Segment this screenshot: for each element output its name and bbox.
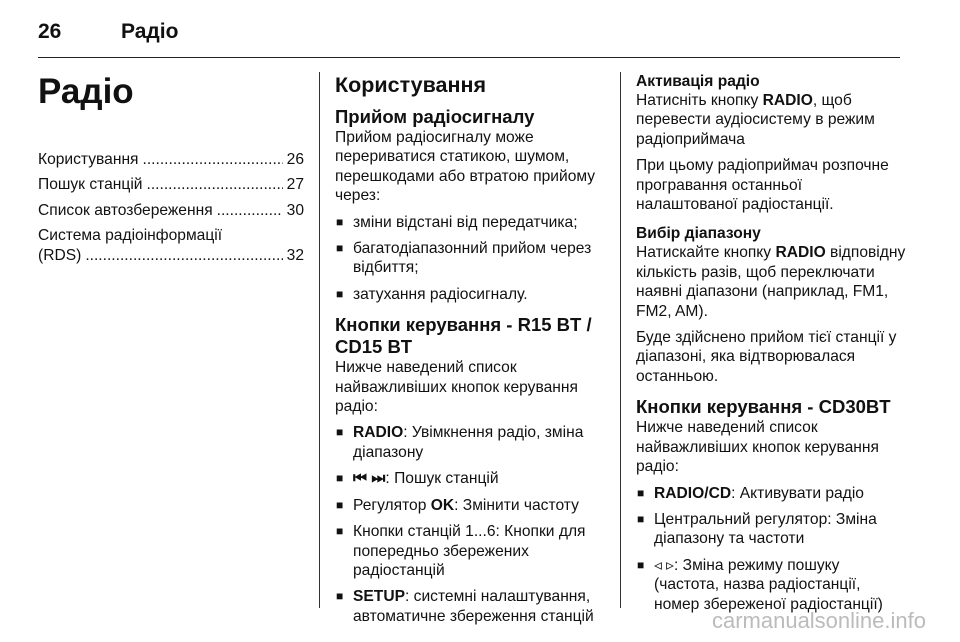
list-item: ■ RADIO: Увімкнення радіо, зміна діапазону xyxy=(335,423,605,462)
toc-label: Система радіоінформації xyxy=(38,227,223,245)
toc-leader xyxy=(85,246,282,265)
toc-label-cont: (RDS) xyxy=(38,246,82,264)
toc-leader xyxy=(143,150,283,169)
list-item: ■ ◃ ▹: Зміна режиму пошуку (частота, назва радіостанції, номер збереженої радіостанції) xyxy=(636,556,906,614)
subsection-reception: Прийом радіосигналу xyxy=(335,106,535,127)
paragraph: Нижче наведений список найважливіших кнопок керування радіо: xyxy=(335,359,578,416)
key-label: RADIO xyxy=(353,424,404,442)
toc-label: Пошук станцій xyxy=(38,176,143,194)
toc-entry[interactable] xyxy=(38,226,304,265)
bullet-list xyxy=(335,423,605,626)
list-item: ■ Кнопки станцій 1...6: Кнопки для попередньо збережених радіостанцій xyxy=(335,522,605,580)
toc-page: 27 xyxy=(286,176,304,194)
list-item: ■ SETUP: системні налаштування, автоматичне збереження станцій xyxy=(335,587,605,626)
subsection-controls: Кнопки керування - R15 BT / CD15 BT xyxy=(335,314,592,358)
key-label: SETUP xyxy=(353,588,405,606)
toc-entry[interactable] xyxy=(38,201,304,220)
key-label: RADIO xyxy=(762,92,813,109)
list-item: ■ Регулятор OK: Змінити частоту xyxy=(335,496,605,515)
chapter-title: Радіо xyxy=(38,72,134,111)
list-item: ■ RADIO/CD: Активувати радіо xyxy=(636,484,906,503)
key-label: RADIO/CD xyxy=(654,484,732,502)
subsection-band: Вибір діапазону xyxy=(636,225,761,243)
arrow-icons: ◃ ▹ xyxy=(654,556,674,574)
toc-leader xyxy=(217,201,283,220)
toc-column xyxy=(38,72,304,271)
content-column-2 xyxy=(335,72,605,636)
paragraph: Нижче наведений список найважливіших кнопок керування радіо: xyxy=(636,419,879,476)
column-divider-2 xyxy=(620,72,621,608)
toc-entry[interactable] xyxy=(38,175,304,194)
bullet-list xyxy=(636,484,906,614)
toc-page: 30 xyxy=(286,201,304,219)
toc-page: 26 xyxy=(286,151,304,168)
paragraph: Буде здійснено прийом тієї станції у діапазоні, яка відтворювалася останньою. xyxy=(636,329,897,385)
paragraph: Натискайте кнопку RADIO відповідну кількість разів, щоб переключати наявні діапазони (наприклад, FM1, FM2, AM). xyxy=(636,244,906,320)
list-item: ■ ⏮ ⏭: Пошук станцій xyxy=(335,469,605,488)
list-item: ■ Центральний регулятор: Зміна діапазону та частоти xyxy=(636,510,906,549)
paragraph: При цьому радіоприймач розпочне програвання останньої налаштованої радіостанції. xyxy=(636,157,889,214)
header-rule xyxy=(38,57,900,58)
toc-label: Користування xyxy=(38,151,139,168)
list-item: ■ багатодіапазонний прийом через відбиття; xyxy=(335,239,605,278)
column-divider-1 xyxy=(319,72,320,608)
section-title: Користування xyxy=(335,73,486,97)
content-column-3 xyxy=(636,72,906,624)
paragraph: Прийом радіосигналу може перериватися статикою, шумом, перешкодами або втратою прийому через: xyxy=(335,129,596,205)
toc-page: 32 xyxy=(286,246,304,264)
subsection-controls-cd30: Кнопки керування - CD30BT xyxy=(636,396,891,418)
subsection-activate: Активація радіо xyxy=(636,73,760,90)
key-label: OK xyxy=(430,496,455,514)
seek-icons: ⏮ ⏭ xyxy=(353,470,386,488)
watermark: carmanualsonline.info xyxy=(711,608,926,633)
running-title: Радіо xyxy=(121,20,179,43)
bullet-list xyxy=(335,213,605,305)
toc-entry[interactable] xyxy=(38,150,304,169)
paragraph: Натисніть кнопку RADIO, щоб перевести аудіосистему в режим радіоприймача xyxy=(636,92,875,148)
list-item: ■ зміни відстані від передатчика; xyxy=(335,213,605,232)
toc-label: Список автозбереження xyxy=(38,201,213,219)
key-label: RADIO xyxy=(775,244,826,262)
toc-leader xyxy=(147,175,283,194)
list-item: ■ затухання радіосигналу. xyxy=(335,285,605,304)
page-number: 26 xyxy=(38,20,62,43)
